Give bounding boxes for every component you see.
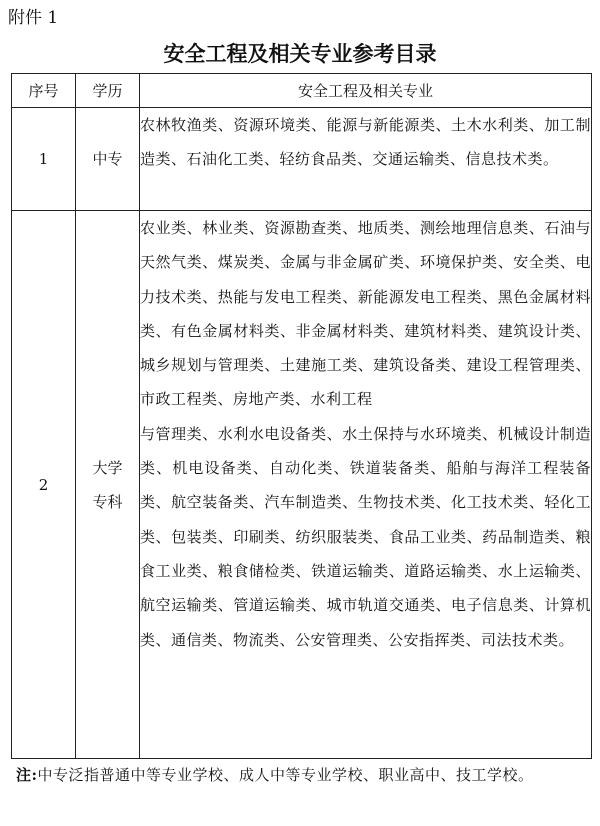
row-index: 2 [12, 211, 76, 759]
row-index: 1 [12, 108, 76, 211]
table-row [12, 108, 592, 211]
row-education-line: 专科 [92, 492, 123, 511]
row-majors [140, 211, 592, 759]
row-education [76, 211, 140, 759]
row-majors-part: 农业类、林业类、资源勘查类、地质类、测绘地理信息类、石油与天然气类、煤炭类、金属与非金属矿类、环境保护类、安全类、电力技术类、热能与发电工程类、新能源发电工程类、黑色金属材料类、有色金属材料类、非金属材料类、建筑材料类、建筑设计类、城乡规划与管理类、土建施工类、建筑设备类、建设工程管理类、市政工程类、房地产类、水利工程 [140, 219, 591, 409]
row-education: 中专 [76, 108, 140, 211]
column-header-majors: 安全工程及相关专业 [140, 74, 592, 108]
attachment-label: 附件 1 [8, 8, 59, 28]
footnote-text: 中专泛指普通中等专业学校、成人中等专业学校、职业高中、技工学校。 [37, 766, 534, 784]
footnote-label: 注: [16, 766, 38, 784]
row-majors-part: 与管理类、水利水电设备类、水土保持与水环境类、机械设计制造类、机电设备类、自动化类、铁道装备类、船舶与海洋工程装备类、航空装备类、汽车制造类、生物技术类、化工技术类、轻化工类、包装类、印刷类、纺织服装类、食品工业类、药品制造类、粮食工业类、粮食储检类、铁道运输类、道路运输类、水上运输类、航空运输类、管道运输类、城市轨道交通类、电子信息类、计算机类、通信类、物流类、公安管理类、公安指挥类、司法技术类。 [140, 424, 591, 649]
row-majors: 农林牧渔类、资源环境类、能源与新能源类、土木水利类、加工制造类、石油化工类、轻纺食品类、交通运输类、信息技术类。 [140, 108, 592, 211]
column-header-index: 序号 [12, 74, 76, 108]
table-header-row [12, 74, 592, 108]
row-education-line: 大学 [92, 458, 123, 477]
footnote [16, 760, 592, 790]
page-title: 安全工程及相关专业参考目录 [163, 42, 437, 66]
table-row [12, 211, 592, 759]
column-header-education: 学历 [76, 74, 140, 108]
majors-reference-table [11, 73, 592, 759]
